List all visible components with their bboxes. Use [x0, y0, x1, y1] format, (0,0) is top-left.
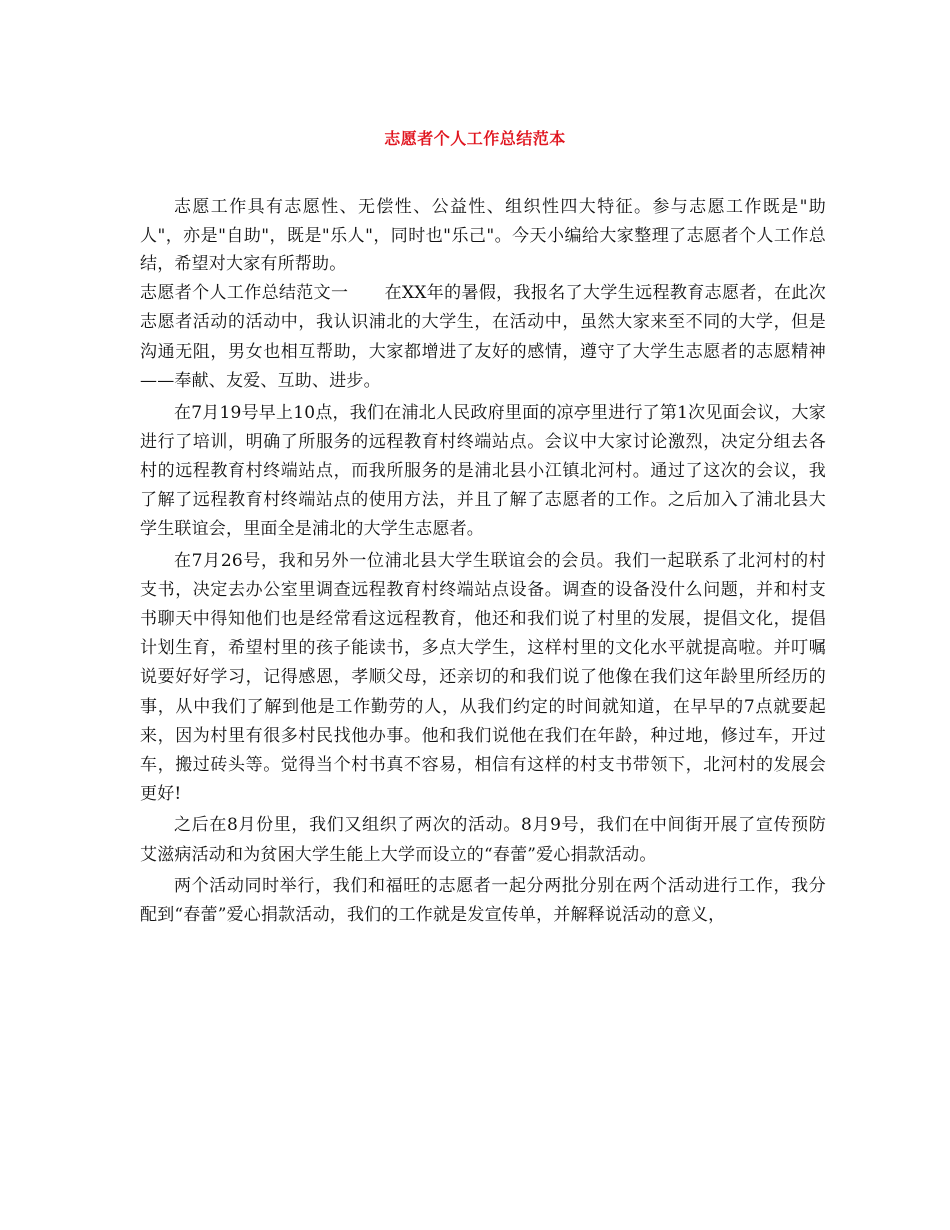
section-heading: 志愿者个人工作总结范文一: [140, 282, 349, 303]
section-first-paragraph: 在XX年的暑假，我报名了大学生远程教育志愿者，在此次志愿者活动的活动中，我认识浦北的大学生，在活动中，虽然大家来至不同的大学，但是沟通无阻，男女也相互帮助，大家都增进了友好的感情，遵守了大学生志愿者的志愿精神——奉献、友爱、互助、进步。: [140, 282, 826, 391]
body-paragraph: 两个活动同时举行，我们和福旺的志愿者一起分两批分别在两个活动进行工作，我分配到“春蕾”爱心捐款活动，我们的工作就是发宣传单，并解释说活动的意义，: [140, 875, 826, 925]
page-title: 志愿者个人工作总结范本: [384, 129, 566, 148]
document-body: [140, 193, 826, 932]
intro-paragraph: 志愿工作具有志愿性、无偿性、公益性、组织性四大特征。参与志愿工作既是"助人"，亦是"自助"，既是"乐人"，同时也"乐己"。今天小编给大家整理了志愿者个人工作总结，希望对大家有所帮助。: [140, 197, 826, 274]
body-paragraph: 在7月26号，我和另外一位浦北县大学生联谊会的会员。我们一起联系了北河村的村支书，决定去办公室里调查远程教育村终端站点设备。调查的设备没什么问题，并和村支书聊天中得知他们也是经常看这远程教育，他还和我们说了村里的发展，提倡文化，提倡计划生育，希望村里的孩子能读书，多点大学生，这样村里的文化水平就提高啦。并叮嘱说要好好学习，记得感恩，孝顺父母，还亲切的和我们说了他像在我们这年龄里所经历的事，从中我们了解到他是工作勤劳的人，从我们约定的时间就知道，在早早的7点就要起来，因为村里有很多村民找他办事。他和我们说他在我们在年龄，种过地，修过车，开过车，搬过砖头等。觉得当个村书真不容易，相信有这样的村支书带领下，北河村的发展会更好!: [140, 550, 826, 805]
section-paragraph: [140, 279, 826, 397]
body-paragraph: 之后在8月份里，我们又组织了两次的活动。8月9号，我们在中间街开展了宣传预防艾滋病活动和为贫困大学生能上大学而设立的“春蕾”爱心捐款活动。: [140, 815, 826, 865]
body-paragraph: 在7月19号早上10点，我们在浦北人民政府里面的凉亭里进行了第1次见面会议，大家进行了培训，明确了所服务的远程教育村终端站点。会议中大家讨论激烈，决定分组去各村的远程教育村终端站点，而我所服务的是浦北县小江镇北河村。通过了这次的会议，我了解了远程教育村终端站点的使用方法，并且了解了志愿者的工作。之后加入了浦北县大学生联谊会，里面全是浦北的大学生志愿者。: [140, 402, 826, 540]
